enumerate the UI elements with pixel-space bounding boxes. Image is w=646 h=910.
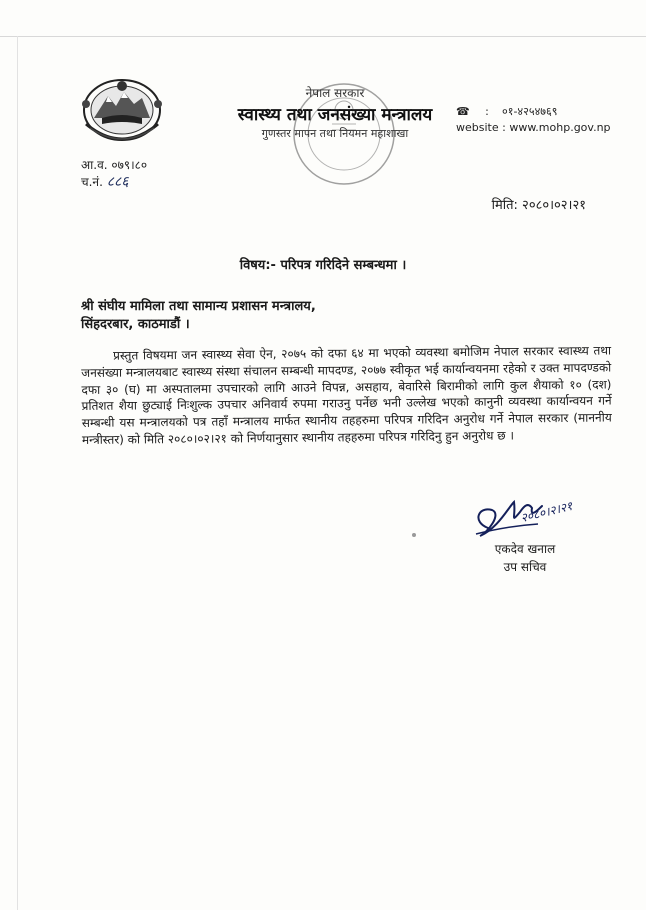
fiscal-year: आ.व. ०७९।८० [81,158,148,172]
scan-edge-left [17,36,18,910]
phone-number: ०१-४२५४७६९ [502,105,558,118]
addressee-block [81,298,316,334]
scan-edge-top [0,36,646,37]
signer-title: उप सचिव [503,560,547,574]
nepal-emblem-icon [76,74,168,152]
phone-icon: ☎ [456,105,470,118]
addressee-line-1: श्री संघीय मामिला तथा सामान्य प्रशासन मन्त्रालय, [81,299,316,314]
government-name: नेपाल सरकार [305,86,365,100]
phone-line: ☎ : ०१-४२५४७६९ [456,105,558,118]
letter-subject: विषय:- परिपत्र गरिदिने सम्बन्धमा । [239,258,407,273]
letter-date: मिति: २०८०।०२।२१ [491,198,586,213]
division-name: गुणस्तर मापन तथा नियमन महाशाखा [261,127,409,140]
ministry-name: स्वास्थ्य तथा जनसंख्या मन्त्रालय [237,105,433,125]
website-url[interactable]: www.mohp.gov.np [509,121,611,134]
website-label: website [456,121,499,134]
signature-date: २०८०।२।२१ [519,498,574,526]
signer-name: एकदेव खनाल [494,542,556,556]
letter-number-label: च.नं. [81,175,103,189]
scan-speck [412,533,416,537]
addressee-line-2: सिंहदरबार, काठमाडौं । [81,317,190,332]
signer-block [480,540,570,576]
website-line: website : www.mohp.gov.np [456,121,611,134]
letter-number-value: ८८६ [106,174,129,190]
letter-number [81,172,129,191]
letter-body: प्रस्तुत विषयमा जन स्वास्थ्य सेवा ऐन, २०७५ को दफा ६४ मा भएको व्यवस्था बमोजिम नेपाल सरकार स्वास्थ्य तथा जनसंख्या मन्त्रालयबाट स्वास्थ्य संस्था संचालन सम्बन्धी मापदण्ड, २०७७ स्वीकृत भई कार्यान्वयनमा रहेको र उक्त मापदण्डको दफा ३० (घ) मा अस्पतालमा उपचारको लागि आउने विपन्न, असहाय, बेवारिसे बिरामीको लागि कुल शैयाको १० (दश) प्रतिशत शैया छुट्याई निःशुल्क उपचार अनिवार्य रुपमा गराउनु पर्नेछ भनी उल्लेख भएको कानुनी व्यवस्था कार्यान्वयन गर्ने सम्बन्धी यस मन्त्रालयको पत्र तहाँ मन्त्रालय मार्फत स्थानीय तहहरुमा परिपत्र गरिदिन अनुरोध गर्ने नेपाल सरकार (माननीय मन्त्रीस्तर) को मिति २०८०।०२।२१ को निर्णयानुसार स्थानीय तहहरुमा परिपत्र गरिदिनु हुन अनुरोध छ । [81,343,612,447]
